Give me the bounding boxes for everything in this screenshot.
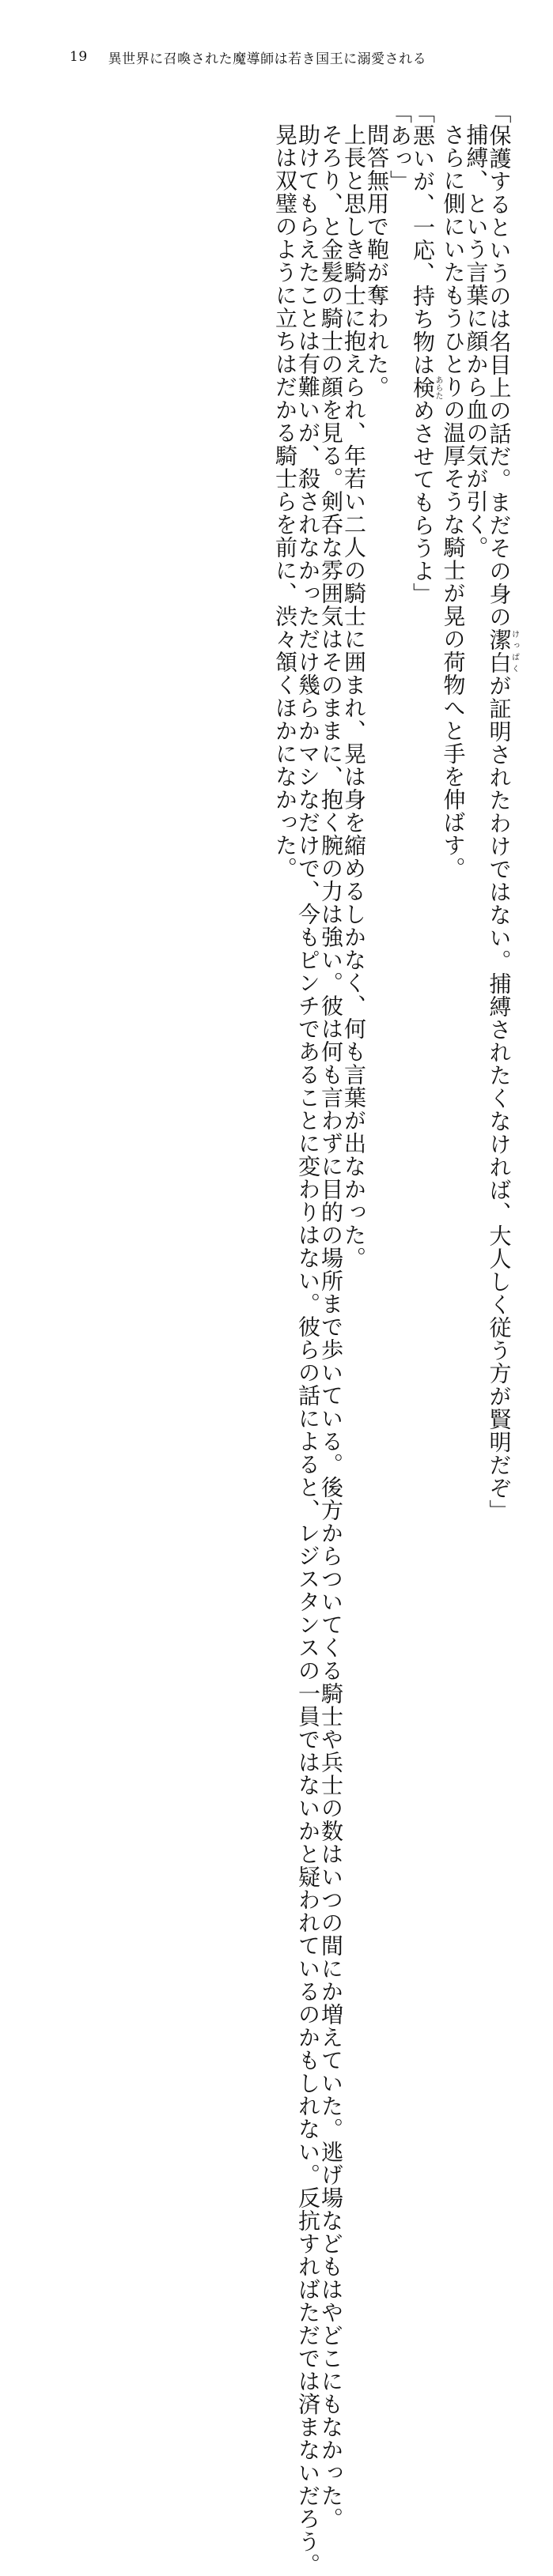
paragraph: [341, 101, 367, 1269]
paragraph-text: 助けてもらえたことは有難いが、殺されなかっただけ幾らかマシなだけで、今もピンチであることに変わりはない。彼らの話によると、レジスタンスの一員ではないかと疑われているのかもしれない。反抗すればただでは済まないだろう。: [295, 123, 321, 2576]
vertical-body-text: [272, 101, 519, 2576]
paragraph-text: 「あっ」: [387, 101, 413, 193]
paragraph-text: 「悪いが、一応、持ち物は: [410, 101, 436, 376]
running-title: 異世界に召喚された魔導師は若き国王に溺愛される: [108, 51, 427, 67]
ruby-annotation: [410, 375, 442, 400]
paragraph: [486, 101, 519, 1522]
ruby-annotation: [486, 628, 519, 674]
paragraph-text: さらに側にいたもうひとりの温厚そうな騎士が晃の荷物へと手を伸ばす。: [440, 123, 467, 880]
ruby-reading: あらた: [434, 375, 442, 400]
ruby-reading: けっぱく: [509, 628, 519, 674]
paragraph-text: 晃は双璧のように立ちはだかる騎士らを前に、渋々頷くほかになかった。: [272, 123, 298, 880]
paragraph: [295, 101, 321, 2576]
page-number: 19: [70, 49, 88, 65]
page-header: [70, 47, 426, 66]
paragraph: [465, 101, 488, 781]
paragraph: [318, 101, 344, 2530]
ruby-base: 潔白: [486, 628, 513, 674]
paragraph: [440, 101, 467, 880]
ruby-base: 検: [410, 375, 436, 400]
paragraph-text: 「保護するというのは名目上の話だ。まだその身の: [486, 101, 513, 628]
paragraph-text: そろり、と金髪の騎士の顔を見る。剣呑な雰囲気はそのままに、抱く腕の力は強い。彼は何も言わずに目的の場所まで歩いている。後方からついてくる騎士や兵士の数はいつの間にか増えていた。逃げ場などもはやどこにもなかった。: [318, 123, 344, 2530]
paragraph-text: 問答無用で鞄が奪われた。: [364, 123, 390, 398]
paragraph: [366, 101, 388, 781]
paragraph: [272, 101, 298, 880]
paragraph-text: 捕縛、という言葉に顔から血の気が引く。: [463, 123, 490, 559]
paragraph-text: が証明されたわけではない。捕縛されたくなければ、大人しく従う方が賢明だぞ」: [486, 674, 513, 1522]
paragraph: [388, 101, 411, 781]
paragraph: [411, 101, 442, 781]
paragraph-text: 上長と思しき騎士に抱えられ、年若い二人の騎士に囲まれ、晃は身を縮めるしかなく、何も言葉が出なかった。: [341, 123, 367, 1269]
paragraph-text: めさせてもらうよ」: [410, 399, 436, 605]
